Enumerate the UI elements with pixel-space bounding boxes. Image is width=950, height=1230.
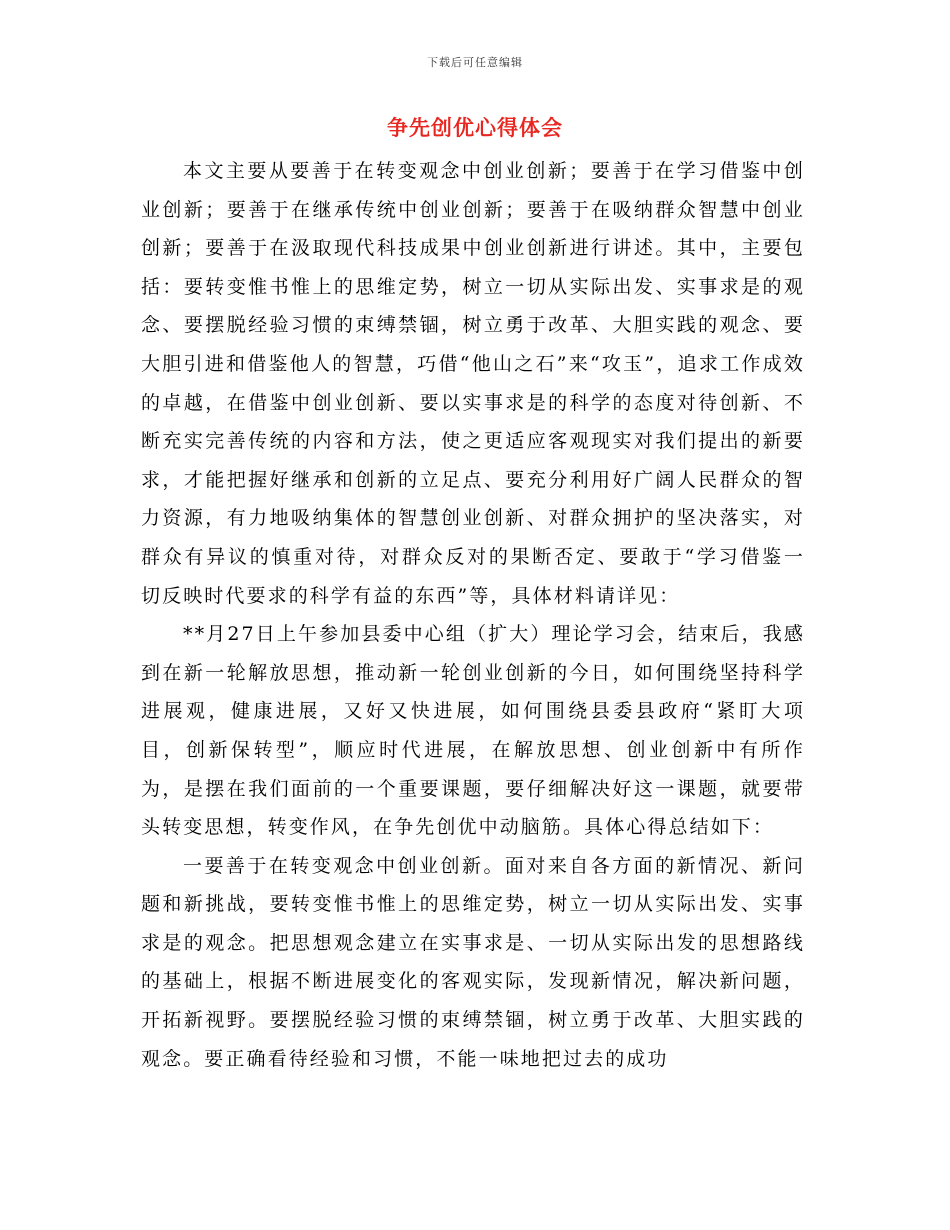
header-note: 下载后可任意编辑 — [427, 56, 523, 69]
paragraph-point-one: 一要善于在转变观念中创业创新。面对来自各方面的新情况、新问题和新挑战，要转变惟书惟上的思维定势，树立一切从实际出发、实事求是的观念。把思想观念建立在实事求是、一切从实际出发的思想路线的基础上，根据不断进展变化的客观实际，发现新情况，解决新问题，开拓新视野。要摆脱经验习惯的束缚禁锢，树立勇于改革、大胆实践的观念。要正确看待经验和习惯，不能一味地把过去的成功 — [141, 854, 805, 1070]
paragraph-summary: 本文主要从要善于在转变观念中创业创新；要善于在学习借鉴中创业创新；要善于在继承传统中创业创新；要善于在吸纳群众智慧中创业创新；要善于在汲取现代科技成果中创业创新进行讲述。其中，主要包括：要转变惟书惟上的思维定势，树立一切从实际出发、实事求是的观念、要摆脱经验习惯的束缚禁锢，树立勇于改革、大胆实践的观念、要大胆引进和借鉴他人的智慧，巧借“他山之石”来“攻玉”，追求工作成效的卓越，在借鉴中创业创新、要以实事求是的科学的态度对待创新、不断充实完善传统的内容和方法，使之更适应客观现实对我们提出的新要求，才能把握好继承和创新的立足点、要充分利用好广阔人民群众的智力资源，有力地吸纳集体的智慧创业创新、对群众拥护的坚决落实，对群众有异议的慎重对待，对群众反对的果断否定、要敢于“学习借鉴一切反映时代要求的科学有益的东西”等，具体材料请详见： — [141, 160, 805, 607]
document-body — [141, 152, 805, 1078]
document-title: 争先创优心得体会 — [387, 115, 563, 140]
paragraph-intro: **月27日上午参加县委中心组（扩大）理论学习会，结束后，我感到在新一轮解放思想，推动新一轮创业创新的今日，如何围绕坚持科学进展观，健康进展，又好又快进展，如何围绕县委县政府“紧盯大项目，创新保转型”，顺应时代进展，在解放思想、创业创新中有所作为，是摆在我们面前的一个重要课题，要仔细解决好这一课题，就要带头转变思想，转变作风，在争先创优中动脑筋。具体心得总结如下： — [141, 623, 805, 839]
